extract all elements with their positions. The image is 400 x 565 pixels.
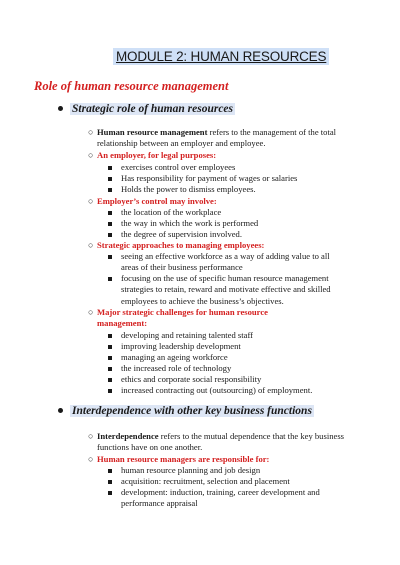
bullet-dot-icon [58,408,63,413]
term-hrm: Human resource management [97,127,208,137]
definition-text: refers to the mutual dependence that the key business functions have on one another. [97,431,345,453]
square-bullet-icon [108,211,112,215]
square-bullet-icon [108,345,112,349]
document-page: MODULE 2: HUMAN RESOURCES Role of human resource management Strategic role of human resources ○ Human resource management refers to the management of the total relationship between an employer and employee. ○ An employer, for legal purposes: exercises control over employees Has responsibility for payment of wages or salaries Holds the power to dismiss employees. ○ Employer’s control may involve: the location of the workplace the way in which the work is performed the degree of supervision involved. ○ Strategic approaches to managing employees: seeing an effective workforce as a way of adding value to all areas of their business performance focusing on the use of specific human resource management strategies to retain, reward and motivate effective and skilled employees to achieve the business’s objectives. ○ Major strategic challenges for human resource management: developing and retaining talented staff improving leadership development managing an ageing workforce the increased role of technology ethics and corporate social responsibility increased contracting out (outsourcing) of employment. Interdependence with other key business functions ○ Interdependence refers to the mutual dependence that the key business functions have on one another. ○ Human resource managers are responsible for: human resource planning and job design acquisition: recruitment, selection and placement development: induction, training, career development and performance appraisal [0,0,400,565]
bullet-dot-icon [58,106,63,111]
square-bullet-icon [108,480,112,484]
section-label: Strategic role of human resources [72,103,234,115]
control-heading: Employer’s control may involve: [97,196,217,206]
circle-bullet-icon: ○ [88,196,94,206]
circle-bullet-icon: ○ [88,307,94,317]
definition-text: refers to the management of the total relationship between an employer and employee. [97,127,337,149]
square-bullet-icon [108,491,112,495]
square-bullet-icon [108,469,112,473]
circle-bullet-icon: ○ [88,431,94,441]
term-interdependence: Interdependence [97,431,159,441]
square-bullet-icon [108,222,112,226]
page-title: MODULE 2: HUMAN RESOURCES [113,48,329,65]
square-bullet-icon [108,188,112,192]
square-bullet-icon [108,255,112,259]
section-heading-interdependence [58,404,314,419]
approaches-heading: Strategic approaches to managing employees: [97,240,265,250]
square-bullet-icon [108,334,112,338]
role-heading: Role of human resource management [34,79,229,93]
square-bullet-icon [108,166,112,170]
square-bullet-icon [108,356,112,360]
circle-bullet-icon: ○ [88,150,94,160]
square-bullet-icon [108,233,112,237]
challenges-heading: Major strategic challenges for human resource management: [97,307,268,329]
square-bullet-icon [108,389,112,393]
square-bullet-icon [108,367,112,371]
square-bullet-icon [108,177,112,181]
circle-bullet-icon: ○ [88,127,94,137]
circle-bullet-icon: ○ [88,454,94,464]
section-label: Interdependence with other key business functions [72,405,312,417]
managers-heading: Human resource managers are responsible for: [97,454,270,464]
square-bullet-icon [108,378,112,382]
section-heading-strategic [58,102,235,117]
employer-heading: An employer, for legal purposes: [97,150,217,160]
square-bullet-icon [108,277,112,281]
circle-bullet-icon: ○ [88,240,94,250]
